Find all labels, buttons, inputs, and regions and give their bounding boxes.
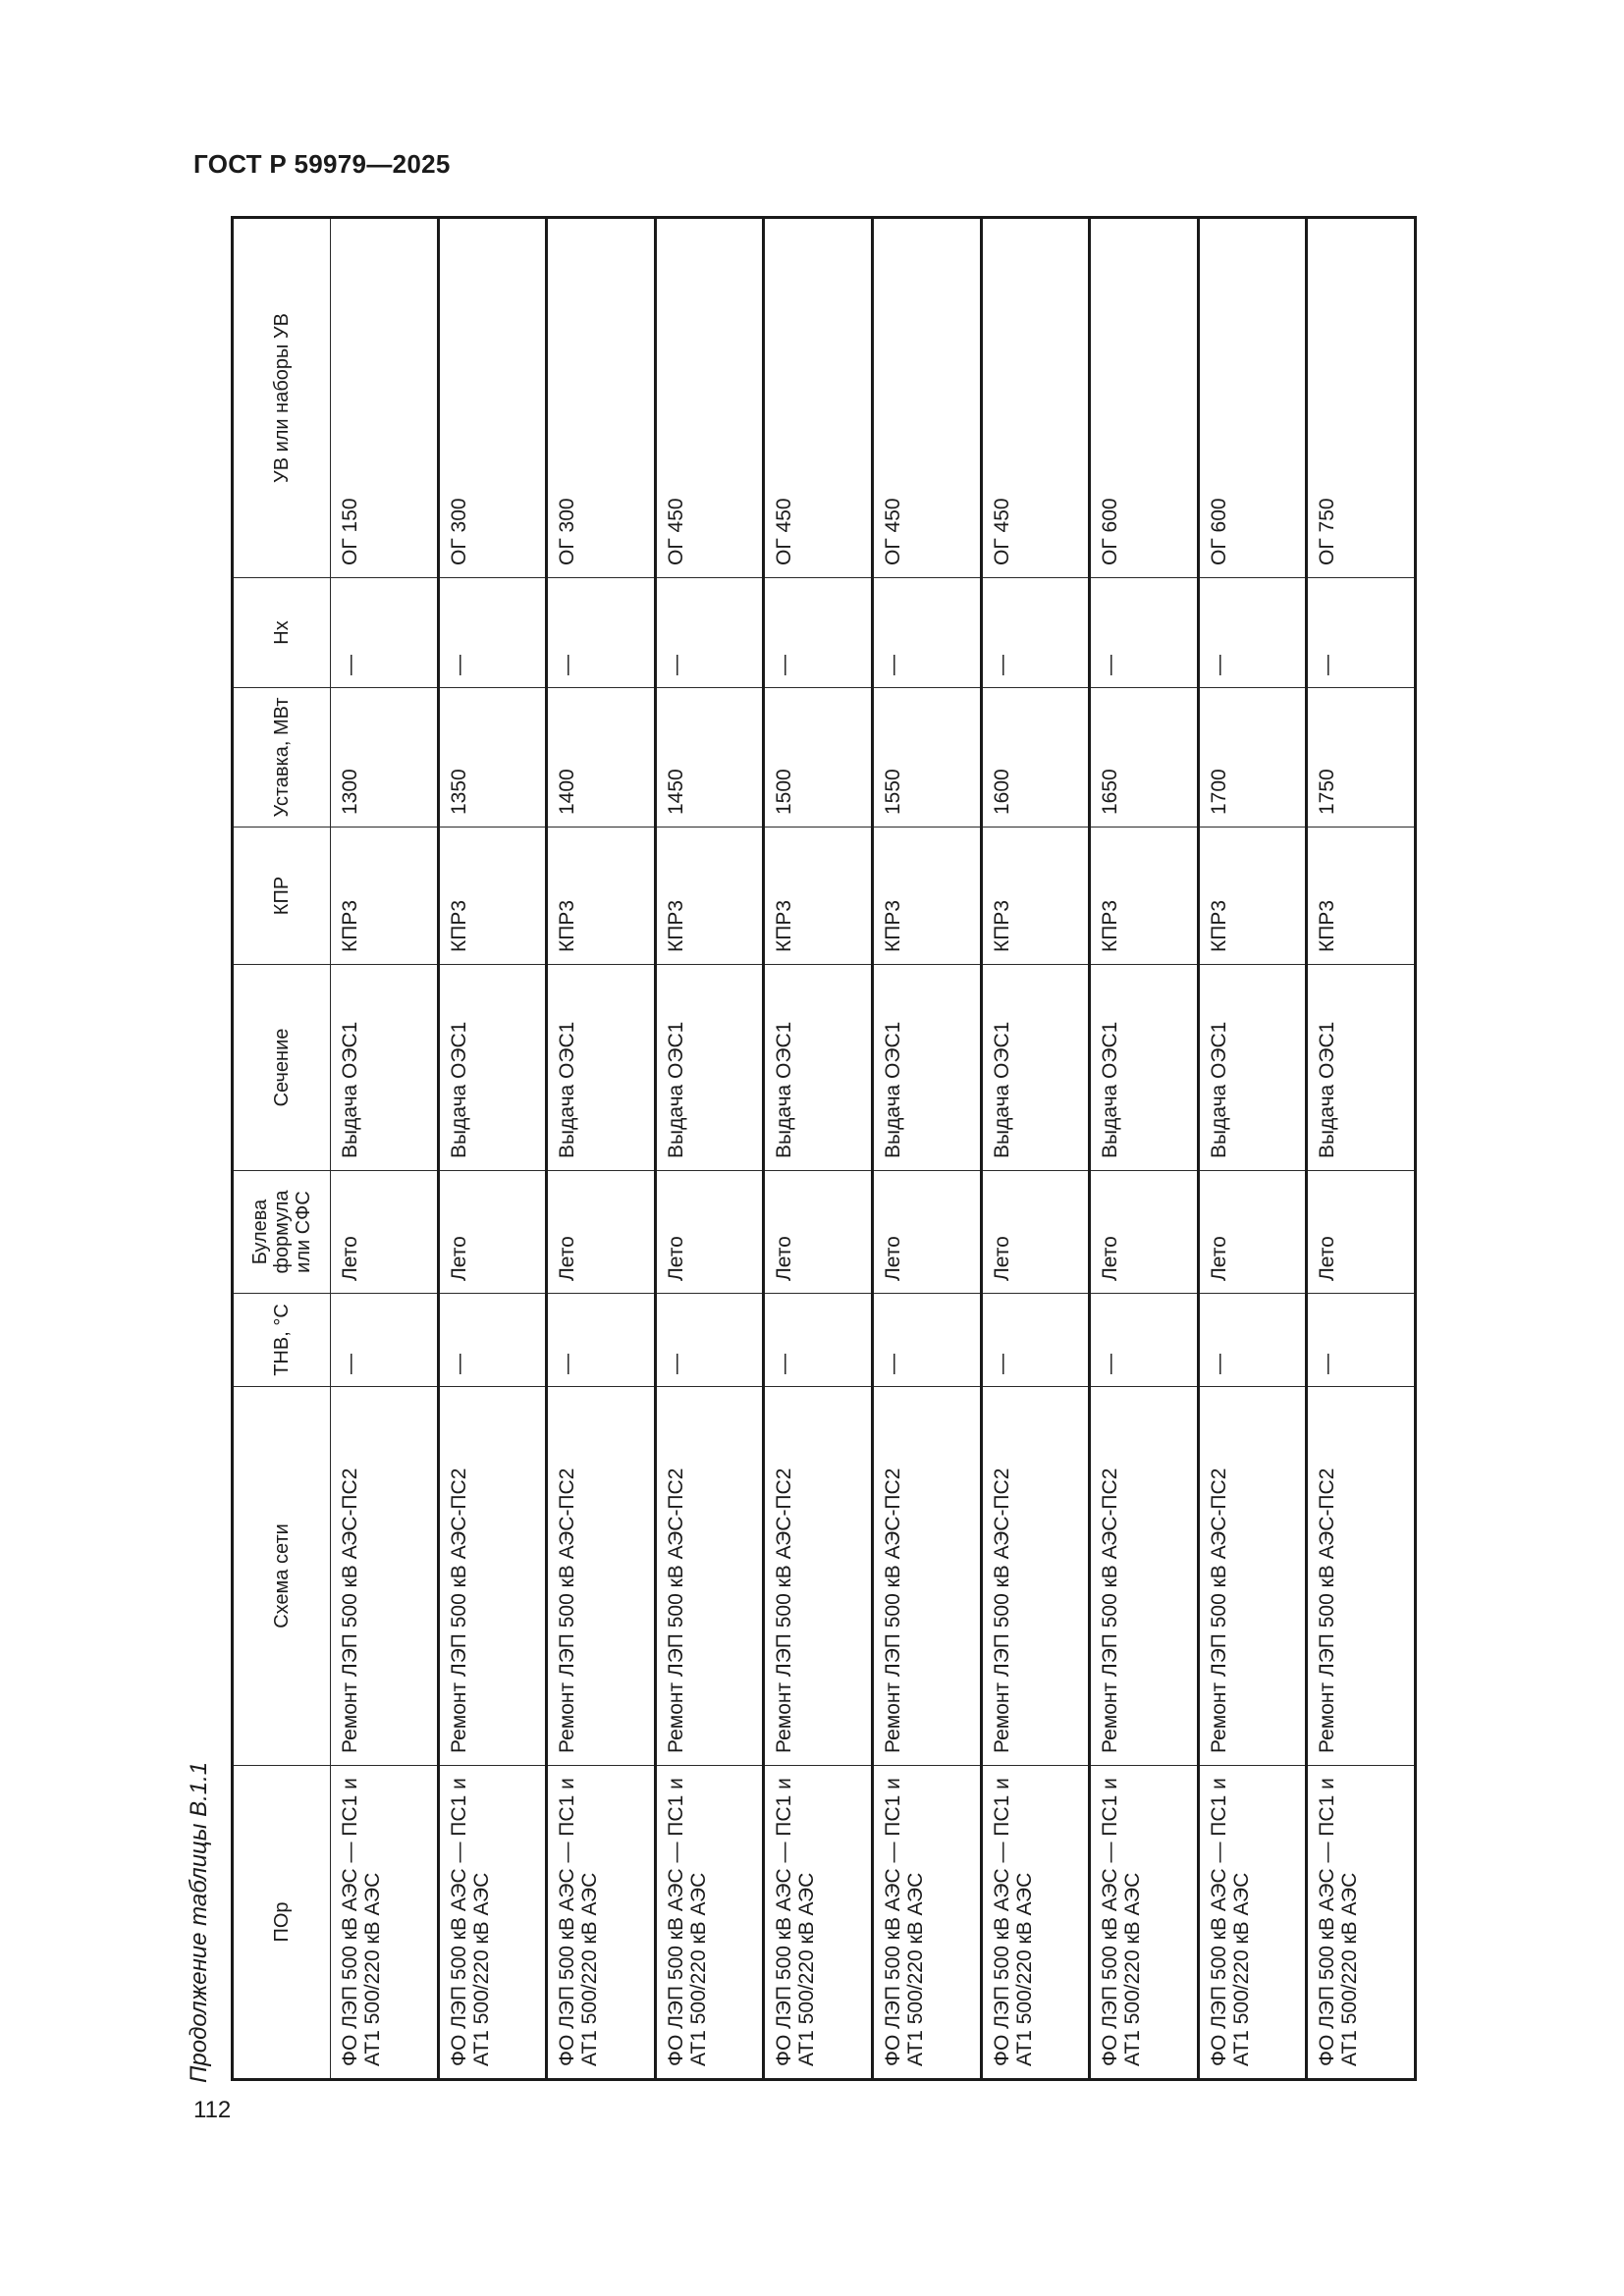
cell-kpr: КПР3 <box>872 828 981 965</box>
cell-hx: — <box>1198 578 1307 688</box>
cell-scheme: Ремонт ЛЭП 500 кВ АЭС-ПС2 <box>1307 1387 1416 1766</box>
cell-por: ФО ЛЭП 500 кВ АЭС — ПС1 и АТ1 500/220 кВ АЭС <box>1090 1766 1199 2080</box>
cell-section: Выдача ОЭС1 <box>1307 965 1416 1171</box>
cell-thv: — <box>764 1294 873 1387</box>
cell-por: ФО ЛЭП 500 кВ АЭС — ПС1 и АТ1 500/220 кВ АЭС <box>981 1766 1090 2080</box>
cell-setpoint: 1450 <box>655 688 764 828</box>
cell-section: Выдача ОЭС1 <box>438 965 547 1171</box>
data-table <box>231 216 1417 2081</box>
table-header-row <box>233 218 331 2080</box>
cell-thv: — <box>872 1294 981 1387</box>
cell-hx: — <box>981 578 1090 688</box>
cell-scheme: Ремонт ЛЭП 500 кВ АЭС-ПС2 <box>331 1387 439 1766</box>
cell-bool: Лето <box>1307 1171 1416 1294</box>
cell-section: Выдача ОЭС1 <box>331 965 439 1171</box>
cell-scheme: Ремонт ЛЭП 500 кВ АЭС-ПС2 <box>438 1387 547 1766</box>
cell-kpr: КПР3 <box>655 828 764 965</box>
cell-uv: ОГ 450 <box>981 218 1090 578</box>
cell-hx: — <box>331 578 439 688</box>
table-body <box>331 218 1416 2080</box>
cell-hx: — <box>438 578 547 688</box>
cell-por: ФО ЛЭП 500 кВ АЭС — ПС1 и АТ1 500/220 кВ АЭС <box>764 1766 873 2080</box>
cell-kpr: КПР3 <box>1198 828 1307 965</box>
cell-scheme: Ремонт ЛЭП 500 кВ АЭС-ПС2 <box>872 1387 981 1766</box>
cell-bool: Лето <box>1198 1171 1307 1294</box>
table-row <box>872 218 981 2080</box>
cell-uv: ОГ 600 <box>1198 218 1307 578</box>
cell-uv: ОГ 750 <box>1307 218 1416 578</box>
cell-section: Выдача ОЭС1 <box>547 965 656 1171</box>
cell-bool: Лето <box>764 1171 873 1294</box>
cell-hx: — <box>547 578 656 688</box>
cell-setpoint: 1750 <box>1307 688 1416 828</box>
column-header: ТНВ, °С <box>233 1294 331 1387</box>
cell-uv: ОГ 450 <box>764 218 873 578</box>
cell-scheme: Ремонт ЛЭП 500 кВ АЭС-ПС2 <box>1090 1387 1199 1766</box>
table-row <box>1198 218 1307 2080</box>
column-header: Уставка, МВт <box>233 688 331 828</box>
column-header: Булева формула или СФС <box>233 1171 331 1294</box>
cell-uv: ОГ 150 <box>331 218 439 578</box>
cell-scheme: Ремонт ЛЭП 500 кВ АЭС-ПС2 <box>1198 1387 1307 1766</box>
table-row <box>1090 218 1199 2080</box>
cell-por: ФО ЛЭП 500 кВ АЭС — ПС1 и АТ1 500/220 кВ АЭС <box>872 1766 981 2080</box>
cell-kpr: КПР3 <box>438 828 547 965</box>
cell-section: Выдача ОЭС1 <box>981 965 1090 1171</box>
column-header: Схема сети <box>233 1387 331 1766</box>
cell-thv: — <box>1307 1294 1416 1387</box>
cell-por: ФО ЛЭП 500 кВ АЭС — ПС1 и АТ1 500/220 кВ АЭС <box>655 1766 764 2080</box>
column-header: Нх <box>233 578 331 688</box>
cell-uv: ОГ 300 <box>438 218 547 578</box>
cell-scheme: Ремонт ЛЭП 500 кВ АЭС-ПС2 <box>655 1387 764 1766</box>
cell-hx: — <box>1090 578 1199 688</box>
cell-kpr: КПР3 <box>547 828 656 965</box>
table-row <box>331 218 439 2080</box>
cell-section: Выдача ОЭС1 <box>655 965 764 1171</box>
cell-thv: — <box>1090 1294 1199 1387</box>
cell-por: ФО ЛЭП 500 кВ АЭС — ПС1 и АТ1 500/220 кВ АЭС <box>1198 1766 1307 2080</box>
cell-section: Выдача ОЭС1 <box>1090 965 1199 1171</box>
cell-setpoint: 1400 <box>547 688 656 828</box>
table-row <box>764 218 873 2080</box>
cell-section: Выдача ОЭС1 <box>1198 965 1307 1171</box>
cell-setpoint: 1650 <box>1090 688 1199 828</box>
cell-hx: — <box>872 578 981 688</box>
cell-thv: — <box>655 1294 764 1387</box>
cell-section: Выдача ОЭС1 <box>764 965 873 1171</box>
cell-kpr: КПР3 <box>1307 828 1416 965</box>
table-row <box>438 218 547 2080</box>
cell-scheme: Ремонт ЛЭП 500 кВ АЭС-ПС2 <box>547 1387 656 1766</box>
cell-uv: ОГ 600 <box>1090 218 1199 578</box>
cell-thv: — <box>331 1294 439 1387</box>
cell-scheme: Ремонт ЛЭП 500 кВ АЭС-ПС2 <box>981 1387 1090 1766</box>
column-header: Сечение <box>233 965 331 1171</box>
cell-hx: — <box>764 578 873 688</box>
cell-bool: Лето <box>655 1171 764 1294</box>
cell-thv: — <box>1198 1294 1307 1387</box>
table-row <box>655 218 764 2080</box>
cell-kpr: КПР3 <box>981 828 1090 965</box>
cell-hx: — <box>1307 578 1416 688</box>
column-header: ПОр <box>233 1766 331 2080</box>
cell-scheme: Ремонт ЛЭП 500 кВ АЭС-ПС2 <box>764 1387 873 1766</box>
cell-uv: ОГ 450 <box>655 218 764 578</box>
column-header: КПР <box>233 828 331 965</box>
cell-por: ФО ЛЭП 500 кВ АЭС — ПС1 и АТ1 500/220 кВ АЭС <box>438 1766 547 2080</box>
cell-bool: Лето <box>872 1171 981 1294</box>
cell-thv: — <box>547 1294 656 1387</box>
cell-thv: — <box>438 1294 547 1387</box>
cell-uv: ОГ 300 <box>547 218 656 578</box>
table-row <box>547 218 656 2080</box>
table-row <box>981 218 1090 2080</box>
cell-kpr: КПР3 <box>764 828 873 965</box>
cell-bool: Лето <box>547 1171 656 1294</box>
column-header: УВ или наборы УВ <box>233 218 331 578</box>
cell-setpoint: 1550 <box>872 688 981 828</box>
page-number: 112 <box>193 2097 232 2123</box>
cell-por: ФО ЛЭП 500 кВ АЭС — ПС1 и АТ1 500/220 кВ АЭС <box>331 1766 439 2080</box>
cell-setpoint: 1350 <box>438 688 547 828</box>
rotated-table-region <box>177 169 1418 2083</box>
table-row <box>1307 218 1416 2080</box>
cell-setpoint: 1700 <box>1198 688 1307 828</box>
cell-por: ФО ЛЭП 500 кВ АЭС — ПС1 и АТ1 500/220 кВ АЭС <box>547 1766 656 2080</box>
cell-kpr: КПР3 <box>1090 828 1199 965</box>
cell-por: ФО ЛЭП 500 кВ АЭС — ПС1 и АТ1 500/220 кВ АЭС <box>1307 1766 1416 2080</box>
cell-kpr: КПР3 <box>331 828 439 965</box>
cell-hx: — <box>655 578 764 688</box>
cell-bool: Лето <box>331 1171 439 1294</box>
document-header: ГОСТ Р 59979—2025 <box>193 149 451 179</box>
cell-bool: Лето <box>981 1171 1090 1294</box>
table-caption: Продолжение таблицы В.1.1 <box>186 1761 212 2083</box>
cell-setpoint: 1300 <box>331 688 439 828</box>
cell-uv: ОГ 450 <box>872 218 981 578</box>
cell-setpoint: 1600 <box>981 688 1090 828</box>
cell-bool: Лето <box>1090 1171 1199 1294</box>
cell-thv: — <box>981 1294 1090 1387</box>
cell-setpoint: 1500 <box>764 688 873 828</box>
cell-section: Выдача ОЭС1 <box>872 965 981 1171</box>
cell-bool: Лето <box>438 1171 547 1294</box>
